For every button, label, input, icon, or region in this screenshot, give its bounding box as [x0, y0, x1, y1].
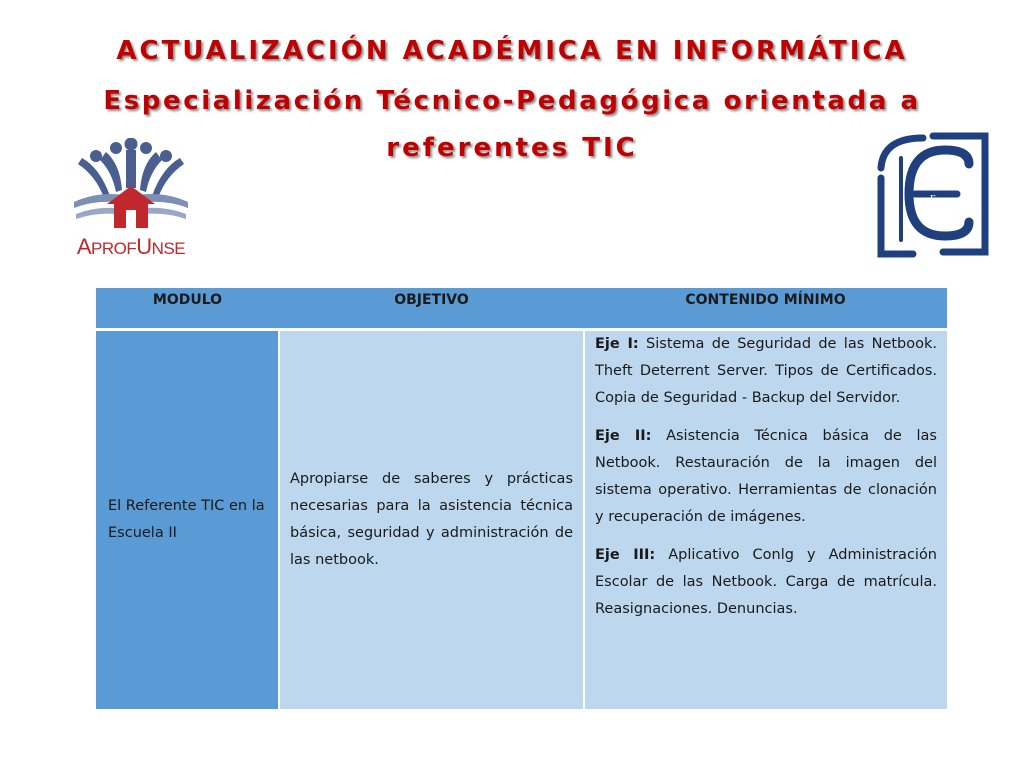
aprofunse-wordmark: APROFUNSE — [76, 234, 186, 259]
page-subtitle-line2: referentes TIC — [386, 133, 638, 163]
module-table — [96, 288, 947, 709]
eje-1: Eje I: Sistema de Seguridad de las Netbook. Theft Deterrent Server. Tipos de Certificados. Copia de Seguridad - Backup del Servidor. — [595, 336, 938, 406]
institution-logo — [873, 128, 993, 263]
header-contenido: CONTENIDO MÍNIMO — [584, 288, 947, 330]
page-title: ACTUALIZACIÓN ACADÉMICA EN INFORMÁTICA — [116, 36, 908, 66]
cell-contenido — [584, 330, 947, 710]
eje-2: Eje II: Asistencia Técnica básica de las Netbook. Restauración de la imagen del sistema operativo. Herramientas de clonación y recuperación de imágenes. — [595, 428, 937, 525]
cell-objetivo: Apropiarse de saberes y prácticas necesarias para la asistencia técnica básica, seguridad y administración de las netbook. — [279, 330, 584, 710]
eje-3: Eje III: Aplicativo Conlg y Administración Escolar de las Netbook. Carga de matrícula. Reasignaciones. Denuncias. — [595, 547, 938, 617]
aprofunse-emblem-icon — [70, 138, 192, 234]
table-header-row — [96, 288, 947, 330]
table-row — [96, 330, 947, 710]
cell-modulo: El Referente TIC en la Escuela II — [96, 330, 279, 710]
header-modulo: MODULO — [96, 288, 279, 330]
page-subtitle-line1: Especialización Técnico-Pedagógica orientada a — [103, 86, 921, 116]
header-objetivo: OBJETIVO — [279, 288, 584, 330]
institution-emblem-icon — [873, 128, 993, 263]
svg-text:E: E — [929, 194, 937, 205]
aprofunse-logo — [70, 138, 192, 264]
